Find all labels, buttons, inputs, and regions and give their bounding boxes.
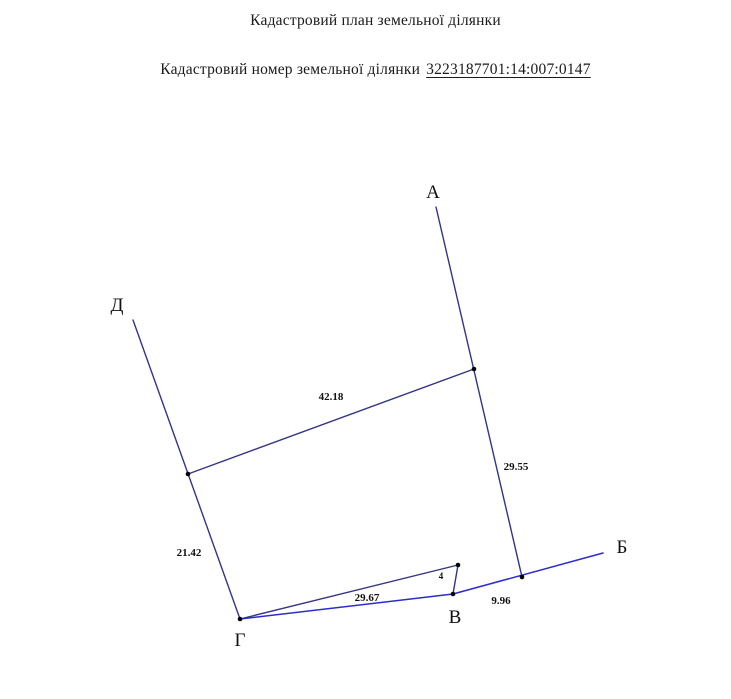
length-label-offset: 4 — [438, 571, 444, 581]
length-label-right: 29.55 — [503, 461, 529, 473]
boundary-line-d-g — [133, 320, 240, 619]
length-label-bottom-right: 9.96 — [491, 595, 511, 607]
vertex-marker — [456, 563, 461, 568]
length-label-left: 21.42 — [176, 547, 202, 559]
point-label-a: А — [426, 182, 440, 203]
length-label-bottom: 29.67 — [354, 592, 380, 604]
boundary-line-top — [188, 369, 474, 474]
offset-line-g-apex — [240, 565, 458, 619]
point-label-d: Д — [110, 295, 124, 316]
point-label-v: В — [448, 607, 462, 628]
point-label-g: Г — [234, 630, 246, 651]
length-label-top: 42.18 — [318, 391, 344, 403]
boundary-line-a-junction — [436, 207, 522, 577]
vertex-marker — [520, 575, 525, 580]
page-title: Кадастровий план земельної ділянки — [250, 12, 501, 29]
boundary-line-v-b — [453, 553, 603, 594]
cadastral-number-value: 3223187701:14:007:0147 — [426, 61, 591, 78]
offset-line-apex-v — [453, 565, 458, 594]
point-label-b: Б — [616, 537, 628, 558]
vertex-marker — [186, 472, 191, 477]
boundary-line-g-v — [240, 594, 453, 619]
vertex-marker — [238, 617, 243, 622]
vertex-marker — [472, 367, 477, 372]
cadastral-number-label: Кадастровий номер земельної ділянки — [160, 61, 421, 78]
vertex-marker — [451, 592, 456, 597]
